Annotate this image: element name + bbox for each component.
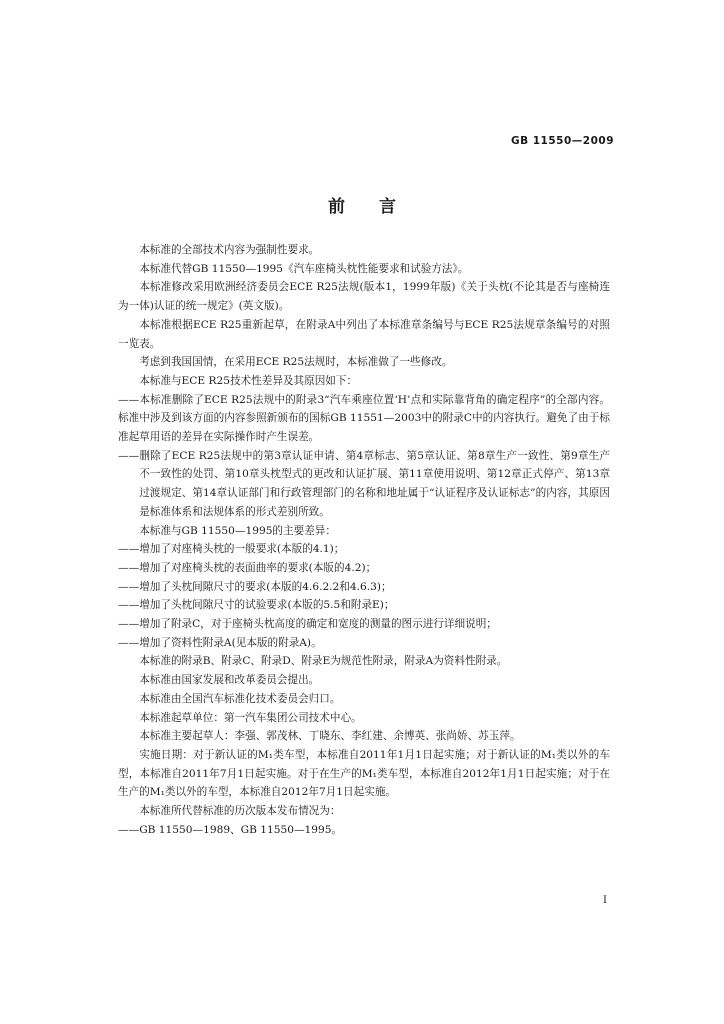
list-item: ——增加了资料性附录A(见本版的附录A)。	[118, 636, 322, 649]
list-item: ——增加了对座椅头枕的一般要求(本版的4.1)；	[118, 543, 345, 556]
paragraph: 本标准由国家发展和改革委员会提出。	[139, 674, 320, 687]
preface-body	[118, 241, 610, 840]
list-item: ——GB 11550—1989、GB 11550—1995。	[118, 823, 343, 836]
paragraph: 实施日期：对于新认证的M₁类车型，本标准自2011年1月1日起实施；对于新认证的M₁类以外的车型，本标准自2011年7月1日起实施。对于在生产的M₁类车型，本标准自2012年1月1日起实施；对于在生产的M₁类以外的车型，本标准自2012年7月1日起实施。	[118, 748, 610, 799]
paragraph: 考虑到我国国情，在采用ECE R25法规时，本标准做了一些修改。	[139, 356, 453, 369]
paragraph: 本标准与GB 11550—1995的主要差异：	[139, 524, 336, 537]
standard-number: GB 11550—2009	[510, 135, 614, 147]
page-title: 前言	[328, 197, 430, 217]
paragraph: 本标准的全部技术内容为强制性要求。	[139, 244, 320, 256]
paragraph: 本标准所代替标准的历次版本发布情况为：	[139, 805, 341, 818]
paragraph: 本标准与ECE R25技术性差异及其原因如下：	[139, 374, 358, 387]
list-item: ——增加了对座椅头枕的表面曲率的要求(本版的4.2)；	[118, 561, 377, 574]
list-item: ——增加了头枕间隙尺寸的要求(本版的4.6.2.2和4.6.3)；	[118, 580, 392, 593]
paragraph: 本标准代替GB 11550—1995《汽车座椅头枕性能要求和试验方法》。	[139, 262, 469, 275]
list-item: ——删除了ECE R25法规中的第3章认证申请、第4章标志、第5章认证、第8章生产一致性、第9章生产不一致性的处罚、第10章头枕型式的更改和认证扩展、第11章使用说明、第12章正式停产、第13章过渡规定、第14章认证部门和行政管理部门的名称和地址属于“认证程序及认证标志”的内容，其原因是标准体系和法规体系的形式差别所致。	[118, 449, 610, 518]
paragraph: 本标准修改采用欧洲经济委员会ECE R25法规(版本1，1999年版)《关于头枕(不论其是否与座椅连为一体)认证的统一规定》(英文版)。	[118, 281, 610, 313]
paragraph: 本标准起草单位：第一汽车集团公司技术中心。	[139, 711, 362, 724]
paragraph: 本标准主要起草人：李强、郭茂林、丁晓东、李红建、余博英、张尚娇、苏玉萍。	[139, 730, 521, 743]
paragraph: 本标准的附录B、附录C、附录D、附录E为规范性附录，附录A为资料性附录。	[139, 655, 508, 668]
list-item: ——增加了头枕间隙尺寸的试验要求(本版的5.5和附录E)；	[118, 599, 395, 612]
list-item: ——增加了附录C，对于座椅头枕高度的确定和宽度的测量的图示进行详细说明；	[118, 618, 497, 631]
paragraph: 本标准根据ECE R25重新起草，在附录A中列出了本标准章条编号与ECE R25法规章条编号的对照一览表。	[118, 318, 610, 350]
page-number: I	[603, 895, 607, 906]
list-item: ——本标准删除了ECE R25法规中的附录3“汽车乘座位置‘H’点和实际靠背角的确定程序”的全部内容。标准中涉及到该方面的内容参照新颁布的国标GB 11551—2003中的附录C中的内容执行。避免了由于标准起草用语的差异在实际操作时产生误差。	[118, 393, 610, 444]
paragraph: 本标准由全国汽车标准化技术委员会归口。	[139, 692, 341, 705]
